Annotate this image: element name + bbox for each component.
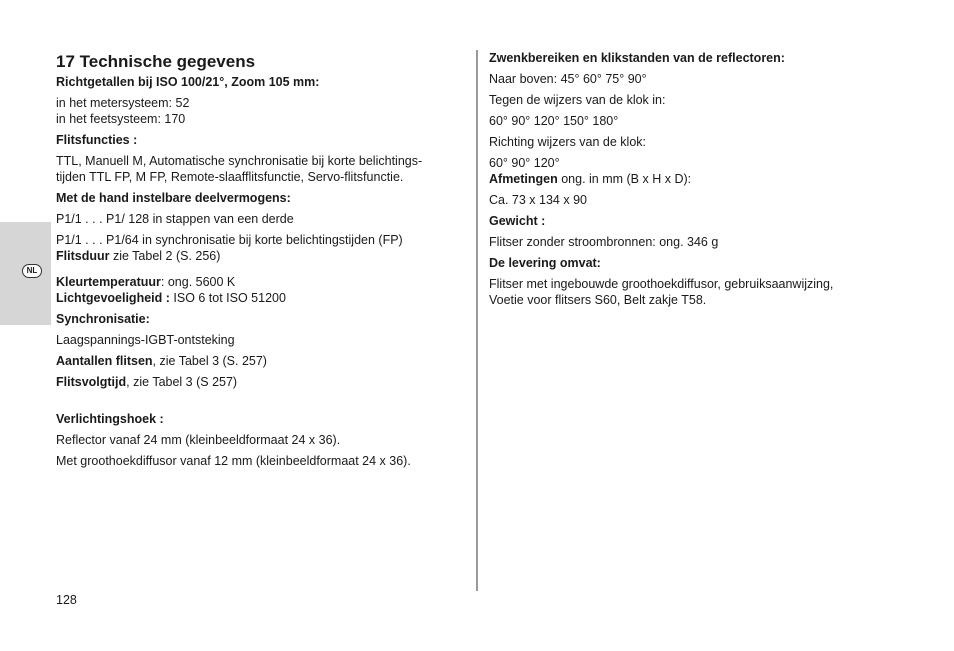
partial-power-heading: Met de hand instelbare deelvermogens:: [56, 191, 291, 205]
flash-count: [56, 353, 466, 369]
dimensions-unit: ong. in mm (B x H x D):: [557, 172, 692, 186]
dimensions-label: Afmetingen: [489, 172, 558, 186]
weight-heading: Gewicht :: [489, 214, 546, 228]
guide-number-metric: in het metersysteem: 52: [56, 96, 190, 110]
color-temperature-value: : ong. 5600 K: [160, 275, 236, 289]
swivel-cw-values: 60° 90° 120°: [489, 156, 560, 170]
recycle-time-value: , zie Tabel 3 (S 257): [126, 375, 238, 389]
swivel-ccw-values: 60° 90° 120° 150° 180°: [489, 114, 619, 128]
flash-duration-value: zie Tabel 2 (S. 256): [109, 249, 221, 263]
delivery-heading: De levering omvat:: [489, 256, 601, 270]
delivery-line-1: Flitser met ingebouwde groothoekdiffusor, gebruiksaanwijzing,: [489, 277, 834, 291]
weight-value: Flitser zonder stroombronnen: ong. 346 g: [489, 235, 719, 249]
flash-duration: [56, 248, 466, 264]
recycle-time: [56, 374, 466, 390]
flash-count-label: Aantallen flitsen: [56, 354, 153, 368]
dimensions-value: Ca. 73 x 134 x 90: [489, 193, 587, 207]
swivel-heading: Zwenkbereiken en klikstanden van de reflectoren:: [489, 51, 785, 65]
swivel-ccw-label: Tegen de wijzers van de klok in:: [489, 93, 666, 107]
recycle-time-label: Flitsvolgtijd: [56, 375, 127, 389]
delivery-line-2: Voetie voor flitsers S60, Belt zakje T58.: [489, 293, 707, 307]
swivel-up: Naar boven: 45° 60° 75° 90°: [489, 72, 647, 86]
angle-line-2: Met groothoekdiffusor vanaf 12 mm (kleinbeeldformaat 24 x 36).: [56, 454, 411, 468]
sync-value: Laagspannings-IGBT-ontsteking: [56, 333, 235, 347]
left-column: [56, 50, 466, 469]
light-sensitivity-label: Lichtgevoeligheid :: [56, 291, 170, 305]
guide-number-heading: Richtgetallen bij ISO 100/21°, Zoom 105 mm:: [56, 75, 320, 89]
color-temperature: [56, 274, 466, 290]
partial-power-line-2: P1/1 . . . P1/64 in synchronisatie bij korte belichtingstijden (FP): [56, 233, 403, 247]
angle-line-1: Reflector vanaf 24 mm (kleinbeeldformaat 24 x 36).: [56, 433, 341, 447]
flash-functions-heading: Flitsfuncties :: [56, 133, 138, 147]
page-number: 128: [56, 593, 77, 607]
flash-duration-label: Flitsduur: [56, 249, 110, 263]
language-badge: NL: [22, 264, 42, 278]
angle-heading: Verlichtingshoek :: [56, 412, 164, 426]
flash-functions-line-1: TTL, Manuell M, Automatische synchronisatie bij korte belichtings-: [56, 154, 423, 168]
column-divider: [476, 50, 478, 591]
color-temperature-label: Kleurtemperatuur: [56, 275, 161, 289]
light-sensitivity-value: ISO 6 tot ISO 51200: [169, 291, 286, 305]
partial-power-line-1: P1/1 . . . P1/ 128 in stappen van een derde: [56, 212, 294, 226]
swivel-cw-label: Richting wijzers van de klok:: [489, 135, 647, 149]
guide-number-feet: in het feetsysteem: 170: [56, 112, 186, 126]
right-column: [489, 50, 909, 308]
sync-heading: Synchronisatie:: [56, 312, 150, 326]
dimensions: [489, 171, 909, 187]
flash-functions-line-2: tijden TTL FP, M FP, Remote-slaafflitsfunctie, Servo-flitsfunctie.: [56, 170, 404, 184]
light-sensitivity: [56, 290, 466, 306]
flash-count-value: , zie Tabel 3 (S. 257): [152, 354, 267, 368]
page-title: 17 Technische gegevens: [56, 52, 256, 71]
